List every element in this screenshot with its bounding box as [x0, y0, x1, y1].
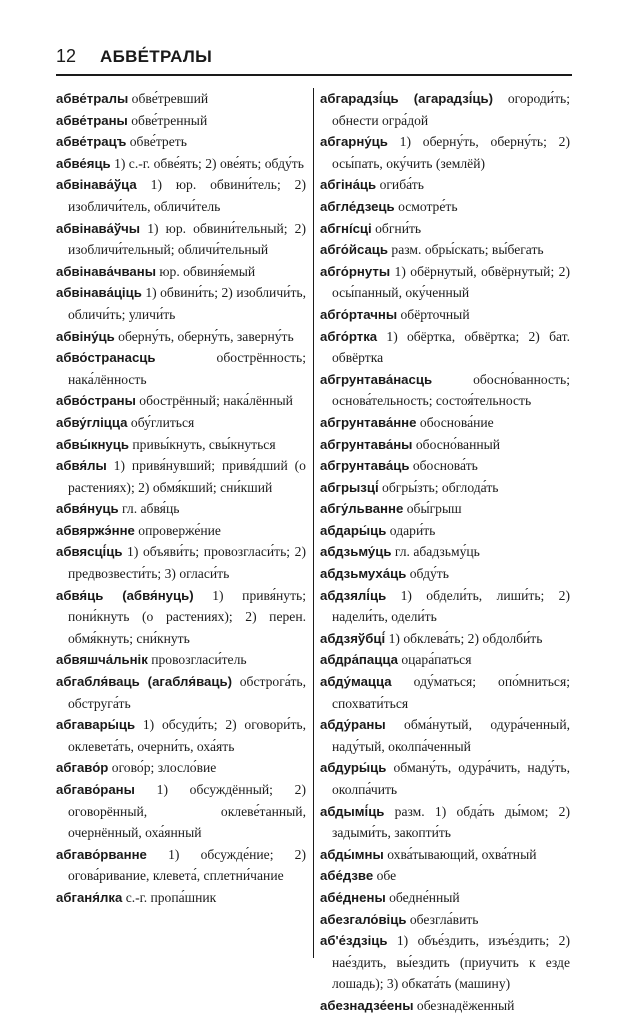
page-header [56, 44, 572, 70]
entry-definition: обосно́ванность; основа́тельность; состоя́тельность [332, 371, 570, 409]
entry-definition: огороди́ть; обнести огра́дой [332, 91, 570, 128]
entry-headword: абдуры́ць [320, 760, 387, 776]
dictionary-entry [320, 261, 570, 304]
entry-definition: 1) привя́нуть; пони́кнуть (о растениях); 2) перен. обмя́кнуть; сни́кнуть [68, 587, 306, 646]
entry-definition: обезнадёженный [416, 997, 515, 1013]
dictionary-entry [320, 369, 570, 412]
entry-headword: абвінава́ўца [56, 177, 137, 193]
entry-headword: аб'е́здзіць [320, 933, 388, 949]
entry-definition: разм. обры́скать; вы́бегать [391, 242, 544, 258]
entry-definition: обду́ть [409, 566, 449, 582]
entry-definition: обма́нутый, одура́ченный, наду́тый, околпа́ченный [332, 717, 570, 754]
entry-headword: абгавары́ць [56, 717, 136, 733]
dictionary-entry [56, 326, 306, 348]
entry-definition: обострённость; нака́лённость [68, 350, 306, 387]
dictionary-entry [320, 909, 570, 931]
entry-headword: абдзялі́ць [320, 587, 387, 603]
entry-headword: абго́ртка [320, 328, 378, 344]
dictionary-entry [320, 671, 570, 714]
entry-definition: привы́кнуть, свы́кнуться [132, 436, 276, 452]
right-column [320, 88, 570, 1017]
entry-headword: абдзьмуха́ць [320, 566, 407, 582]
entry-headword: абганя́лка [56, 889, 123, 905]
dictionary-entry [320, 865, 570, 887]
dictionary-entry [320, 131, 570, 174]
entry-headword: абдра́пацца [320, 652, 398, 668]
entry-definition: обезгла́вить [409, 911, 479, 927]
entry-headword: абве́трацъ [56, 134, 127, 150]
entry-definition: 1) объе́здить, изъе́здить; 2) нае́здить, вы́ездить (приучить к езде лошадь); 3) обката́ть (машину) [332, 933, 570, 992]
entry-headword: абвя́лы [56, 458, 107, 474]
header-rule [56, 74, 572, 76]
entry-headword: абгарну́ць [320, 134, 388, 150]
dictionary-entry [320, 541, 570, 563]
dictionary-entry [56, 844, 306, 887]
entry-headword: абе́днены [320, 889, 386, 905]
entry-definition: обгни́ть [375, 220, 422, 236]
entry-headword: абве́траны [56, 112, 128, 128]
entry-definition: 1) оберну́ть, оберну́ть; 2) осы́пать, оку́чить (землёй) [332, 134, 570, 171]
dictionary-entry [56, 412, 306, 434]
dictionary-entry [320, 434, 570, 456]
entry-definition: оцара́паться [401, 652, 472, 668]
entry-definition: 1) обсуждённый; 2) оговорённый, оклеве́танный, очернённый, оха́янный [68, 782, 306, 841]
entry-definition: оду́маться; опо́мниться; спохвати́ться [332, 674, 570, 711]
dictionary-entry [56, 88, 306, 110]
dictionary-entry [56, 174, 306, 217]
entry-definition: огиба́ть [379, 177, 424, 193]
dictionary-entry [56, 218, 306, 261]
entry-definition: 1) привя́нувший; привя́дший (о растениях); 2) обмя́кший; сни́кший [68, 458, 306, 495]
entry-definition: гл. абвя́ць [122, 501, 180, 517]
entry-headword: абгрунтава́ны [320, 436, 413, 452]
entry-headword: абвіну́ць [56, 328, 115, 344]
dictionary-entry [320, 801, 570, 844]
dictionary-entry [56, 714, 306, 757]
entry-definition: обве́треть [129, 134, 187, 150]
dictionary-entry [56, 347, 306, 390]
entry-headword: абвінава́ціць [56, 285, 142, 301]
dictionary-entry [56, 671, 306, 714]
entry-definition: 1) юр. обвини́тельный; 2) изобличи́тельный; обличи́тельный [68, 220, 306, 258]
entry-headword: абвінава́ўчы [56, 220, 141, 236]
entry-definition: 1) обёрнутый, обвёрнутый; 2) осы́панный, оку́ченный [332, 263, 570, 301]
entry-definition: с.-г. пропа́шник [125, 889, 217, 905]
entry-headword: абво́страны [56, 393, 136, 409]
entry-headword: абгрызці́ [320, 479, 379, 495]
dictionary-entry [56, 649, 306, 671]
dictionary-entry [56, 887, 306, 909]
dictionary-entry [320, 628, 570, 650]
entry-headword: абгу́льванне [320, 501, 404, 517]
dictionary-entry [56, 434, 306, 456]
dictionary-entry [56, 261, 306, 283]
entry-definition: обёрточный [400, 306, 470, 322]
entry-headword: абгаво́р [56, 760, 109, 776]
dictionary-entry [56, 153, 306, 175]
entry-headword: абве́тралы [56, 91, 129, 106]
entry-definition: одари́ть [389, 522, 436, 538]
entry-definition: обедне́нный [389, 889, 460, 905]
entry-definition: 1) юр. обвини́тель; 2) изобличи́тель, обличи́тель [68, 177, 306, 214]
entry-definition: провозгласи́тель [151, 652, 247, 668]
entry-definition: обе [376, 868, 397, 884]
dictionary-entry [320, 714, 570, 757]
entry-definition: 1) с.-г. обве́ять; 2) ове́ять; обду́ть [114, 155, 304, 171]
dictionary-entry [56, 455, 306, 498]
entry-definition: обве́тренный [131, 112, 208, 128]
entry-headword: абдымі́ць [320, 803, 385, 819]
entry-definition: гл. абадзьму́ць [394, 544, 480, 560]
entry-headword: абгіна́ць [320, 177, 377, 193]
entry-headword: абгнíсці [320, 220, 372, 236]
entry-headword: абвы́кнуць [56, 436, 129, 452]
entry-definition: опроверже́ние [138, 522, 221, 538]
dictionary-entry [320, 196, 570, 218]
running-head: АБВЕ́ТРАЛЫ [100, 47, 213, 66]
entry-definition: обоснова́ть [412, 458, 478, 474]
entry-headword: абвяшча́льнік [56, 652, 148, 668]
entry-headword: абвя́ць (абвя́нуць) [56, 587, 194, 603]
entry-headword: абды́мны [320, 846, 384, 862]
dictionary-entry [56, 585, 306, 650]
entry-definition: юр. обвиня́емый [159, 263, 256, 279]
left-column [56, 88, 306, 909]
entry-definition: 1) обдели́ть, лиши́ть; 2) надели́ть, одели́ть [332, 587, 570, 625]
dictionary-entry [56, 757, 306, 779]
entry-headword: абгаво́рванне [56, 846, 147, 862]
entry-headword: абго́йсаць [320, 242, 389, 258]
dictionary-entry [320, 757, 570, 800]
dictionary-entry [320, 498, 570, 520]
entry-definition: обману́ть, одура́чить, наду́ть, околпа́чить [332, 760, 570, 797]
entry-definition: 1) обёртка, обвёртка; 2) бат. обвёртка [332, 328, 570, 366]
entry-headword: абгрунтава́ць [320, 458, 410, 474]
entry-headword: абвясці́ць [56, 544, 123, 560]
entry-headword: абго́ртачны [320, 306, 398, 322]
entry-definition: 1) обсужде́ние; 2) огова́ривание, клевета́, сплетни́чание [68, 846, 306, 884]
entry-headword: абгаво́раны [56, 782, 135, 797]
entry-definition: обгры́зть; обглода́ть [382, 479, 499, 495]
dictionary-entry [320, 844, 570, 866]
dictionary-entry [320, 563, 570, 585]
entry-headword: абе́дзве [320, 868, 374, 884]
entry-definition: обве́тревший [131, 91, 209, 106]
entry-headword: абвінава́чваны [56, 263, 156, 279]
dictionary-entry [320, 88, 570, 131]
entry-definition: 1) объяви́ть; провозгласи́ть; 2) предвозвести́ть; 3) огласи́ть [68, 544, 306, 582]
entry-headword: абгрунтава́насць [320, 371, 433, 387]
dictionary-entry [56, 520, 306, 542]
entry-definition: охва́тывающий, охва́тный [387, 846, 537, 862]
entry-definition: обстрога́ть, обструга́ть [68, 674, 306, 711]
dictionary-entry [56, 390, 306, 412]
dictionary-entry [56, 282, 306, 325]
entry-headword: абгле́дзець [320, 198, 395, 214]
entry-headword: абдзьму́ць [320, 544, 392, 560]
dictionary-entry [320, 649, 570, 671]
entry-definition: 1) обсуди́ть; 2) оговори́ть, оклевета́ть, очерни́ть, оха́ять [68, 717, 306, 754]
entry-definition: обу́глиться [130, 414, 195, 430]
dictionary-entry [56, 541, 306, 584]
column-divider [313, 88, 314, 958]
entry-definition: 1) обклева́ть; 2) обдолби́ть [388, 630, 543, 646]
entry-definition: обострённый; нака́лённый [139, 393, 293, 409]
entry-headword: абве́яць [56, 155, 111, 171]
entry-definition: оберну́ть, оберну́ть, заверну́ть [118, 328, 294, 344]
dictionary-entry [320, 477, 570, 499]
entry-definition: огово́р; злосло́вие [111, 760, 217, 776]
entry-headword: абезгало́віць [320, 911, 407, 927]
dictionary-entry [320, 887, 570, 909]
dictionary-entry [320, 520, 570, 542]
dictionary-entry [320, 930, 570, 995]
entry-headword: абгрунтава́нне [320, 414, 417, 430]
dictionary-entry [56, 110, 306, 132]
dictionary-entry [320, 326, 570, 369]
entry-definition: 1) обвини́ть; 2) изобличи́ть, обличи́ть; уличи́ть [68, 285, 306, 322]
dictionary-entry [320, 585, 570, 628]
dictionary-entry [56, 779, 306, 844]
entry-headword: абвяржэ́нне [56, 522, 135, 538]
entry-definition: обоснова́ние [419, 414, 494, 430]
entry-headword: абезнадзе́ены [320, 997, 414, 1013]
entry-headword: абвя́нуць [56, 501, 119, 517]
entry-definition: обосно́ванный [415, 436, 501, 452]
entry-headword: абгабля́ваць (агабля́ваць) [56, 674, 232, 690]
dictionary-entry [320, 174, 570, 196]
dictionary-entry [320, 304, 570, 326]
dictionary-entry [56, 131, 306, 153]
dictionary-entry [320, 455, 570, 477]
entry-headword: абду́раны [320, 717, 386, 733]
dictionary-entry [320, 412, 570, 434]
entry-headword: абду́мацца [320, 674, 392, 690]
entry-headword: абго́рнуты [320, 263, 391, 279]
dictionary-entry [56, 498, 306, 520]
entry-definition: обы́грыш [406, 501, 462, 517]
entry-headword: абво́странасць [56, 350, 156, 366]
entry-headword: абдзяўбці́ [320, 630, 386, 646]
entry-definition: осмотре́ть [398, 198, 458, 214]
entry-headword: абву́гліцца [56, 414, 128, 430]
dictionary-entry [320, 218, 570, 240]
entry-headword: абгарадзі́ць (агарадзі́ць) [320, 91, 494, 106]
entry-definition: разм. 1) обда́ть ды́мом; 2) задыми́ть, закопти́ть [332, 803, 570, 841]
dictionary-entry [320, 995, 570, 1017]
dictionary-entry [320, 239, 570, 261]
entry-headword: абдары́ць [320, 522, 387, 538]
page-number: 12 [56, 46, 77, 66]
